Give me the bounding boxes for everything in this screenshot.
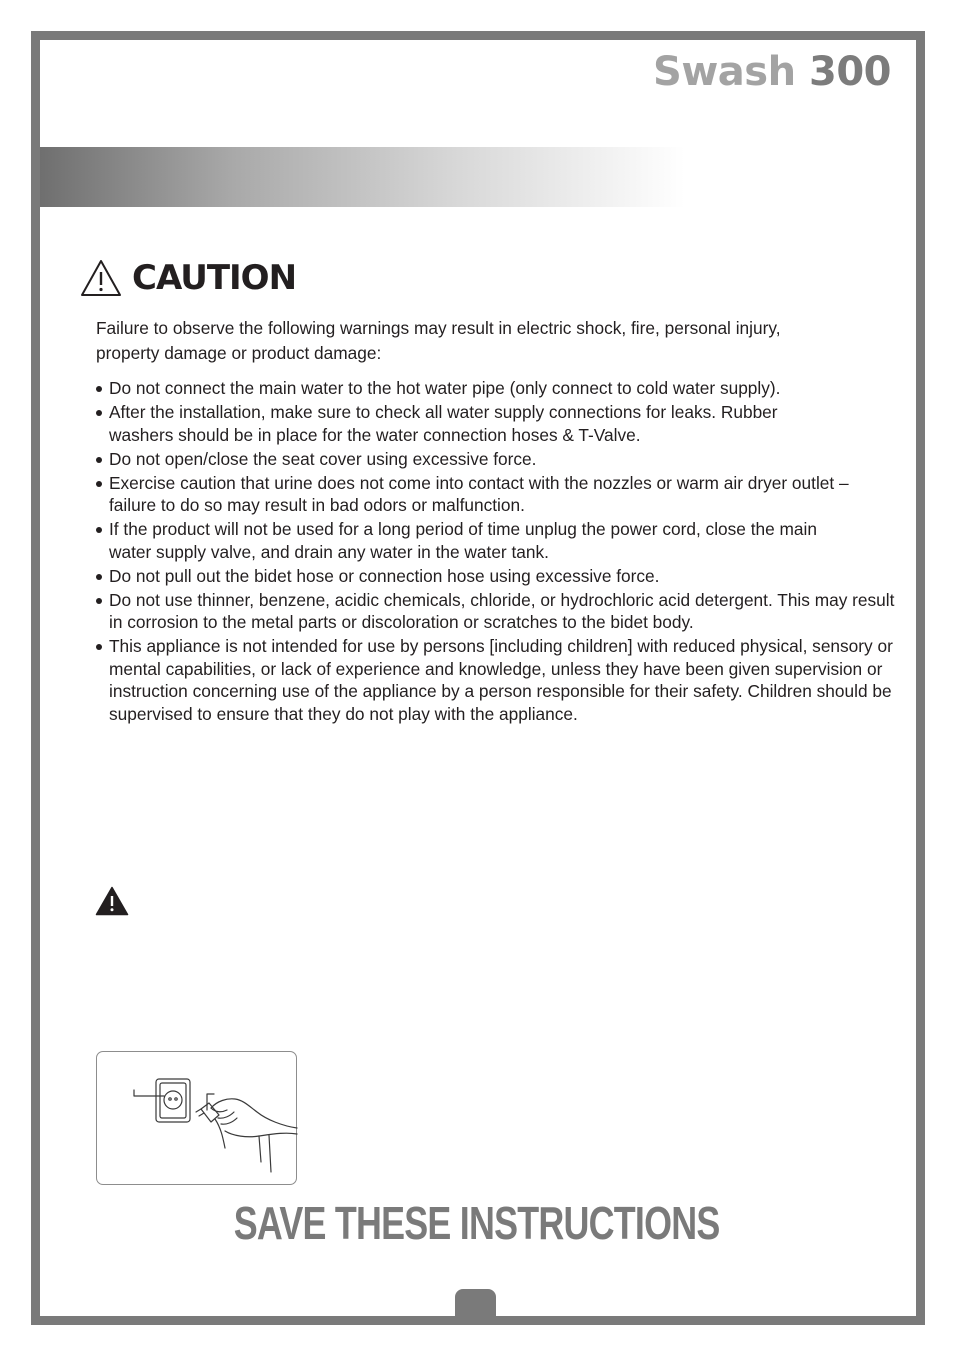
brand-logo [653, 49, 891, 95]
caution-heading [80, 258, 296, 298]
caution-list-item: If the product will not be used for a long period of time unplug the power cord, close the main water supply valve, and drain any water in the water tank. [96, 518, 849, 563]
page-number-tab [455, 1289, 496, 1319]
caution-intro-line: property damage or product damage: [96, 343, 382, 363]
caution-list-item: Do not pull out the bidet hose or connection hose using excessive force. [96, 565, 896, 588]
brand-name: Swash [653, 49, 796, 95]
section-header-bar [40, 147, 685, 207]
brand-model: 300 [809, 49, 891, 95]
caution-list-item: Do not connect the main water to the hot water pipe (only connect to cold water supply). [96, 377, 896, 400]
caution-intro-line: Failure to observe the following warnings may result in electric shock, fire, personal injury, [96, 318, 781, 338]
save-instructions-heading: SAVE THESE INSTRUCTIONS [233, 1197, 720, 1249]
caution-list-item: After the installation, make sure to check all water supply connections for leaks. Rubber washers should be in place for the water connection hoses & T-Valve. [96, 401, 824, 446]
caution-list-item: Do not use thinner, benzene, acidic chemicals, chloride, or hydrochloric acid detergent. This may result in corrosion to the metal parts or discoloration or scratches to the bidet body. [96, 589, 899, 634]
unplug-power-cord-icon [97, 1052, 298, 1186]
unplug-illustration [96, 1051, 297, 1185]
warning-filled-icon [95, 886, 129, 916]
caution-intro [96, 316, 856, 366]
caution-list [96, 377, 896, 727]
caution-list-item: Exercise caution that urine does not come into contact with the nozzles or warm air dryer outlet – failure to do so may result in bad odors or malfunction. [96, 472, 854, 517]
warning-outline-icon [80, 259, 122, 297]
caution-list-item: Do not open/close the seat cover using excessive force. [96, 448, 896, 471]
caution-list-item: This appliance is not intended for use by persons [including children] with reduced physical, sensory or mental capabilities, or lack of experience and knowledge, unless they have been given supervision or instruction concerning use of the appliance by a person responsible for their safety. Children should be supervised to ensure that they do not play with the appliance. [96, 635, 899, 725]
caution-title: CAUTION [132, 258, 297, 298]
